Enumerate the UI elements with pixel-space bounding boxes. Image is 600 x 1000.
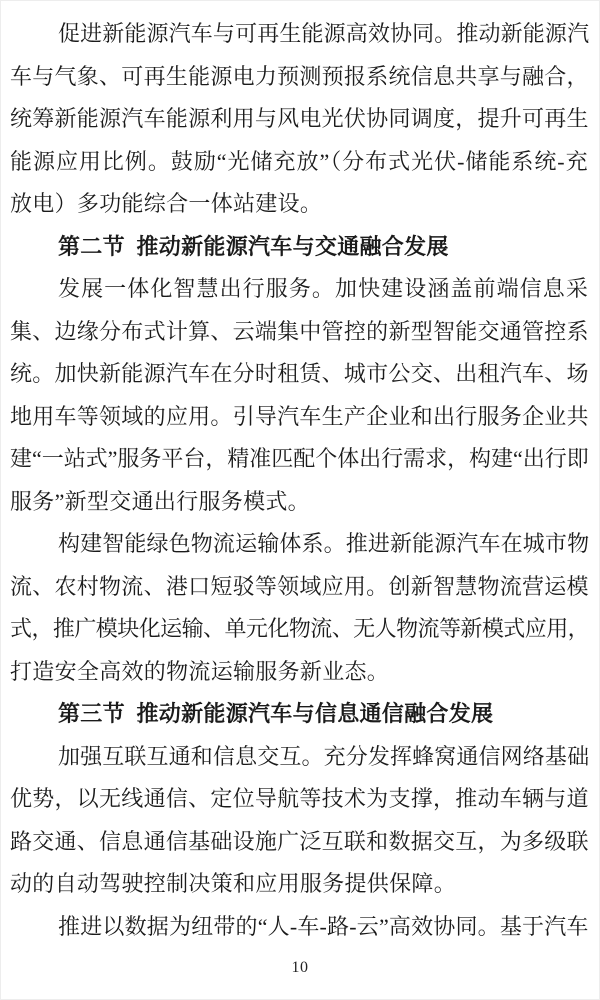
- text-line: 集、边缘分布式计算、云端集中管控的新型智能交通管控系: [10, 318, 589, 344]
- text-line: 能源应用比例。鼓励“光储充放”（分布式光伏-储能系统-充: [10, 148, 589, 174]
- section-heading-line: 第二节 推动新能源汽车与交通融合发展: [58, 233, 449, 259]
- text-line: 推进以数据为纽带的“人-车-路-云”高效协同。基于汽车: [58, 913, 589, 939]
- text-line: 地用车等领域的应用。引导汽车生产企业和出行服务企业共: [10, 403, 589, 429]
- text-line: 动的自动驾驶控制决策和应用服务提供保障。: [10, 871, 457, 896]
- text-line: 路交通、信息通信基础设施广泛互联和数据交互，为多级联: [10, 828, 589, 854]
- text-line: 发展一体化智慧出行服务。加快建设涵盖前端信息采: [58, 276, 589, 301]
- text-line: 式，推广模块化运输、单元化物流、无人物流等新模式应用，: [10, 616, 590, 641]
- text-line: 统筹新能源汽车能源利用与风电光伏协同调度，提升可再生: [10, 106, 589, 131]
- document-body: [1, 1, 599, 948]
- text-line: 构建智能绿色物流运输体系。推进新能源汽车在城市物: [58, 531, 590, 556]
- text-line: 放电）多功能综合一体站建设。: [10, 191, 323, 216]
- text-line: 促进新能源汽车与可再生能源高效协同。推动新能源汽: [58, 21, 590, 46]
- text-line: 加强互联互通和信息交互。充分发挥蜂窝通信网络基础: [58, 743, 590, 769]
- text-line: 优势，以无线通信、定位导航等技术为支撑，推动车辆与道: [10, 786, 589, 811]
- text-line: 建“一站式”服务平台，精准匹配个体出行需求，构建“出行即: [10, 446, 589, 471]
- section-heading-line: 第三节 推动新能源汽车与信息通信融合发展: [58, 701, 494, 726]
- text-line: 流、农村物流、港口短驳等领域应用。创新智慧物流营运模: [10, 573, 589, 599]
- text-line: 统。加快新能源汽车在分时租赁、城市公交、出租汽车、场: [10, 361, 589, 386]
- text-line: 车与气象、可再生能源电力预测预报系统信息共享与融合，: [10, 63, 589, 89]
- text-line: 打造安全高效的物流运输服务新业态。: [10, 658, 390, 684]
- text-line: 服务”新型交通出行服务模式。: [10, 488, 310, 514]
- page-number: 10: [291, 959, 309, 976]
